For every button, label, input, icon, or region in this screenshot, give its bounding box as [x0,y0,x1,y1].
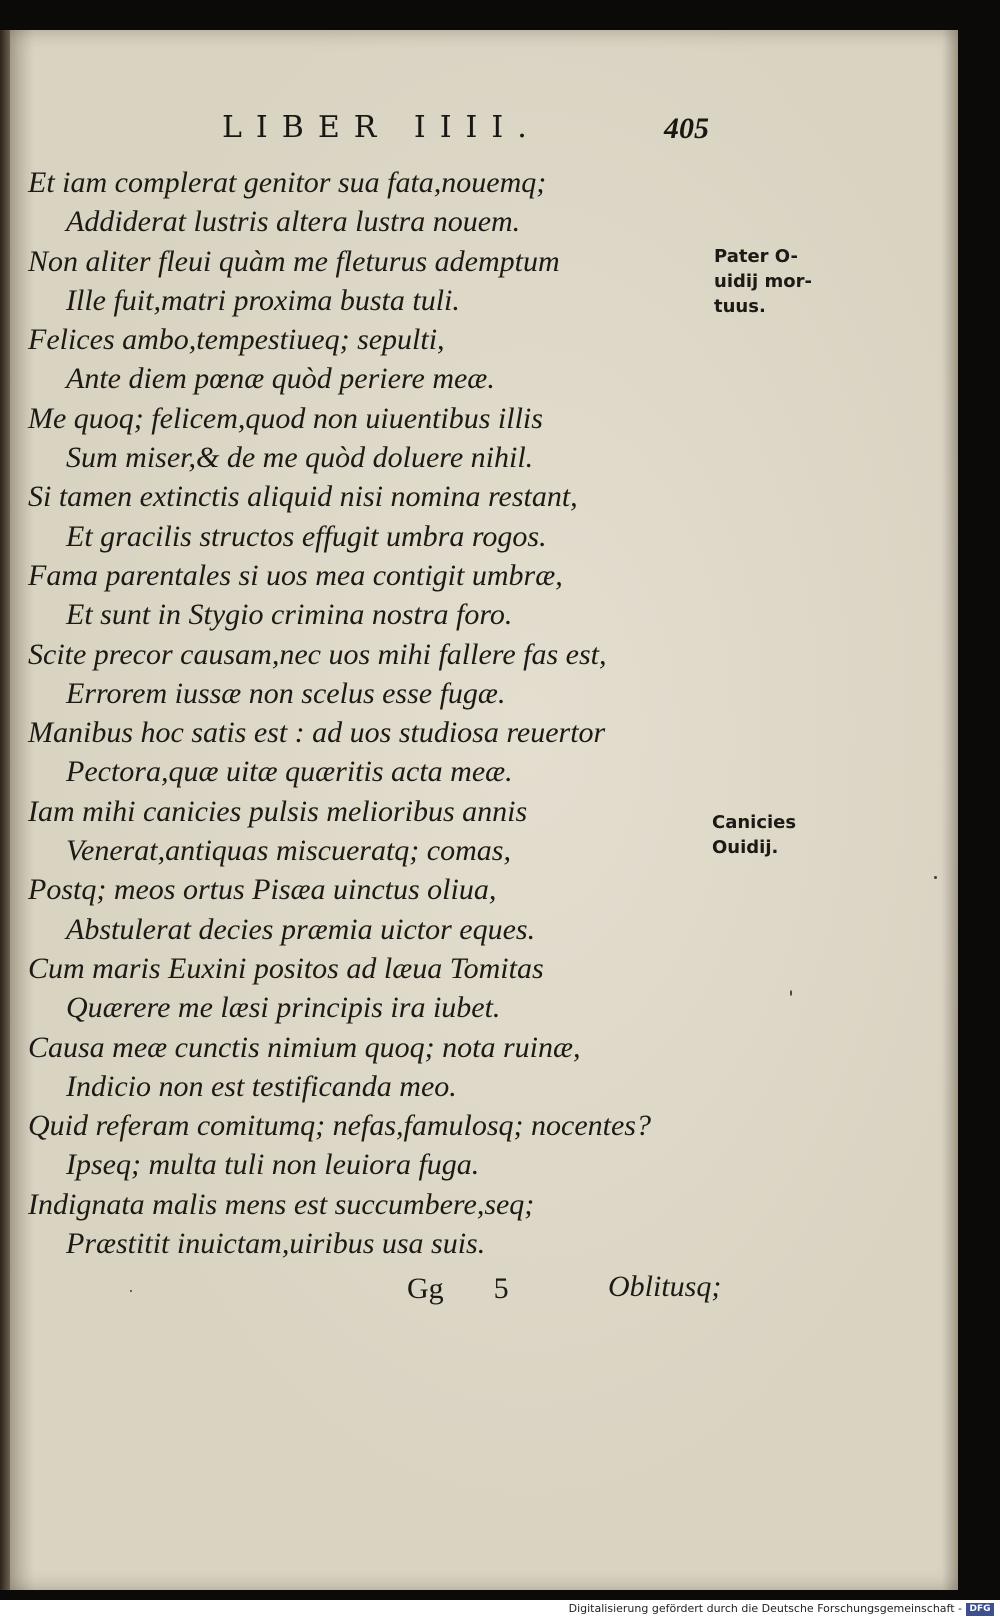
verse-line: Postq; meos ortus Pisæa uinctus oliua, [28,873,497,907]
verse-line: Præstitit inuictam,uiribus usa suis. [66,1227,486,1261]
verse-line: Indicio non est testificanda meo. [66,1069,457,1103]
page-binding-edge [0,30,10,1590]
verse-line: Iam mihi canicies pulsis melioribus annis [28,794,528,828]
signature-mark [407,1272,509,1306]
paper-speck [934,876,937,879]
footer-credit-text: Digitalisierung gefördert durch die Deutsche Forschungsgemeinschaft - [568,1602,962,1615]
verse-line: Fama parentales si uos mea contigit umbræ, [28,558,563,592]
verse-block [28,163,668,1263]
verse-line: Sum miser,& de me quòd doluere nihil. [66,441,534,475]
marginal-note-line: Ouidij. [712,837,779,858]
marginal-note-line: Canicies [712,812,797,833]
running-head-title: LIBER IIII. [222,110,541,145]
verse-line: Addiderat lustris altera lustra nouem. [66,205,521,239]
verse-line: Si tamen extinctis aliquid nisi nomina restant, [28,480,578,514]
verse-line: Quærere me læsi principis ira iubet. [66,991,501,1025]
verse-line: Errorem iussæ non scelus esse fugæ. [66,676,506,710]
verse-line: Et sunt in Stygio crimina nostra foro. [66,598,513,632]
paper-speck [130,1290,132,1292]
verse-line: Scite precor causam,nec uos mihi fallere fas est, [28,637,607,671]
verse-line: Et iam complerat genitor sua fata,nouemq; [28,166,547,199]
verse-line: Felices ambo,tempestiueq; sepulti, [28,323,445,357]
verse-line: Non aliter fleui quàm me fleturus ademptum [28,244,560,278]
verse-line: Pectora,quæ uitæ quæritis acta meæ. [66,755,513,789]
marginal-note-line: Pater O- [714,246,798,267]
folio-number: 405 [664,112,709,145]
verse-line: Ipseq; multa tuli non leuiora fuga. [66,1148,480,1182]
marginal-note-father-death [714,244,854,319]
verse-line: Ille fuit,matri proxima busta tuli. [66,283,460,317]
catchword: Oblitusq; [608,1270,722,1303]
marginal-note-line: uidij mor- [714,271,812,292]
verse-line: Et gracilis structos effugit umbra rogos. [66,519,547,553]
dfg-logo-icon: DFG [966,1603,994,1616]
funding-footer [0,1600,1000,1620]
verse-line: Cum maris Euxini positos ad læua Tomitas [28,951,544,985]
signature-number: 5 [493,1272,509,1305]
verse-line: Abstulerat decies præmia uictor eques. [66,912,536,946]
verse-line: Ante diem pœnæ quòd periere meæ. [66,362,495,396]
verse-line: Me quoq; felicem,quod non uiuentibus illis [28,401,543,435]
paper-speck [790,990,792,996]
verse-line: Quid referam comitumq; nefas,famulosq; nocentes? [28,1109,651,1143]
verse-line: Venerat,antiquas miscueratq; comas, [66,834,511,868]
marginal-note-line: tuus. [714,296,766,317]
signature-letters: Gg [407,1272,444,1305]
verse-line: Indignata malis mens est succumbere,seq; [28,1187,535,1221]
marginal-note-canicies [712,810,852,860]
verse-line: Manibus hoc satis est : ad uos studiosa reuertor [28,716,606,750]
verse-line: Causa meæ cunctis nimium quoq; nota ruinæ, [28,1030,581,1064]
